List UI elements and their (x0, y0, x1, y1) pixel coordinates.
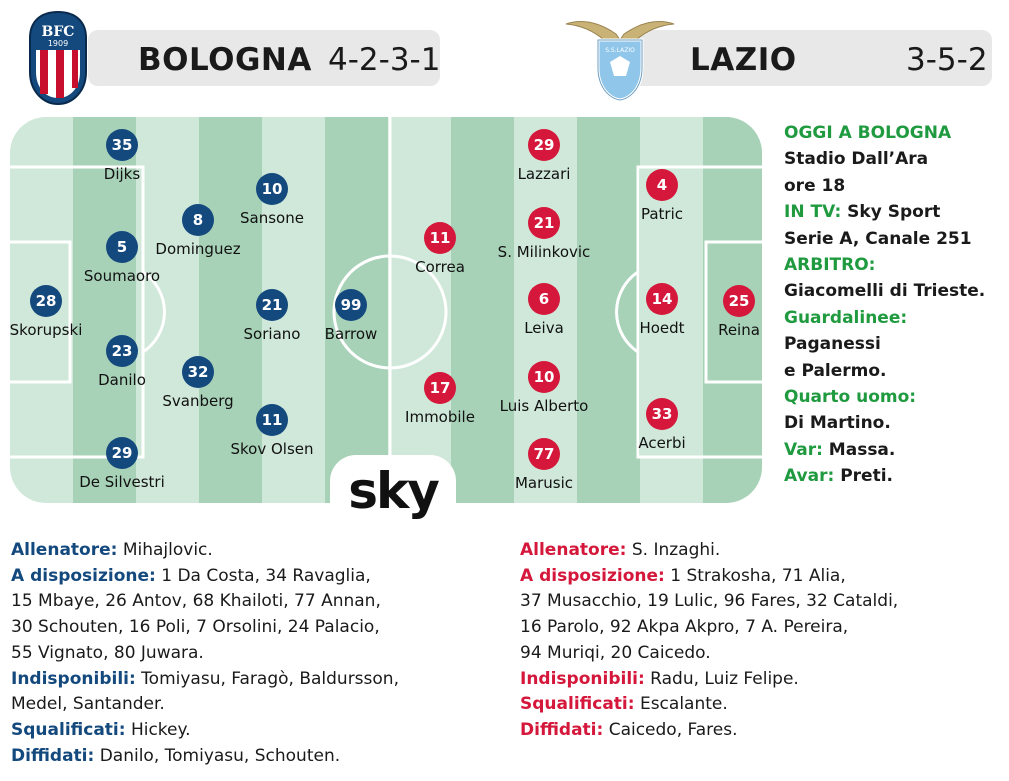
away-unavailable-label: Indisponibili: (520, 668, 645, 689)
lazio-crest-icon (560, 10, 680, 102)
var-official: Massa. (822, 439, 896, 460)
referee: Giacomelli di Trieste. (784, 281, 986, 302)
away-coach: S. Inzaghi. (626, 540, 721, 560)
home-bench-line: 30 Schouten, 16 Poli, 7 Orsolini, 24 Palacio, (11, 617, 380, 638)
away-unavailable: Radu, Luiz Felipe. (644, 668, 799, 689)
away-warned-label: Diffidati: (520, 719, 604, 740)
football-pitch: 35 Dijks 5 Soumaoro 28 Skorupski 23 Danilo 29 De Silvestri 8 Dominguez 32 Svanberg 10 Sansone 21 Soriano 11 Skov Olsen 99 Barrow 29 Lazzari 21 S. Milinkovic 11 Correa 6 Leiva 17 Immobile 10 Luis Alberto 77 Marusic 4 Patric 14 Hoedt 33 Acerbi 25 Reina (8, 115, 764, 505)
linesmen-label: Guardalinee: (784, 307, 908, 328)
away-team-name: LAZIO (690, 42, 797, 78)
linesmen-2: e Palermo. (784, 360, 887, 381)
var-label: Var: (784, 439, 823, 460)
lazio-crest-text: S.S.LAZIO (605, 47, 635, 54)
away-suspended: Escalante. (634, 694, 728, 715)
tv-channel-detail: Serie A, Canale 251 (784, 228, 972, 249)
referee-label: ARBITRO: (784, 255, 876, 276)
away-bench-line: 16 Parolo, 92 Akpa Akpro, 7 A. Pereira, (520, 617, 849, 638)
fourth-official: Di Martino. (784, 413, 891, 434)
bologna-crest-icon (26, 10, 90, 106)
avar-label: Avar: (784, 466, 835, 487)
away-warned: Caicedo, Fares. (603, 719, 738, 740)
away-coach-label: Allenatore: (520, 540, 627, 560)
stadium: Stadio Dall’Ara (784, 149, 929, 170)
away-bench-line: 37 Musacchio, 19 Lulic, 96 Fares, 32 Cataldi, (520, 591, 899, 612)
home-coach-label: Allenatore: (11, 540, 118, 560)
away-bench-label: A disposizione: (520, 565, 665, 586)
away-bench-line: 94 Muriqi, 20 Caicedo. (520, 642, 711, 663)
venue-label: OGGI A BOLOGNA (784, 123, 952, 143)
tv-channel: Sky Sport (841, 202, 941, 223)
home-team-name: BOLOGNA (138, 42, 312, 78)
home-bench-line: 1 Da Costa, 34 Ravaglia, (155, 565, 371, 586)
home-unavailable-label: Indisponibili: (11, 668, 136, 689)
match-info (784, 120, 1006, 490)
home-details (11, 538, 399, 769)
away-suspended-label: Squalificati: (520, 694, 635, 715)
home-warned-label: Diffidati: (11, 745, 95, 766)
sky-logo-text: sky (348, 462, 438, 520)
bologna-crest-year: 1909 (47, 39, 69, 48)
home-unavailable: Tomiyasu, Faragò, Baldursson, (135, 668, 399, 689)
home-suspended-label: Squalificati: (11, 719, 126, 740)
home-unavailable: Medel, Santander. (11, 694, 165, 715)
home-bench-line: 15 Mbaye, 26 Antov, 68 Khailoti, 77 Annan, (11, 591, 381, 612)
tv-label: IN TV: (784, 202, 842, 223)
home-bench-line: 55 Vignato, 80 Juwara. (11, 642, 204, 663)
kickoff-time: ore 18 (784, 175, 846, 196)
home-warned: Danilo, Tomiyasu, Schouten. (94, 745, 341, 766)
away-formation: 3-5-2 (906, 42, 988, 78)
avar-official: Preti. (834, 466, 893, 487)
away-bench-line: 1 Strakosha, 71 Alia, (664, 565, 846, 586)
away-details (520, 538, 898, 744)
home-formation: 4-2-3-1 (328, 42, 441, 78)
home-suspended: Hickey. (125, 719, 191, 740)
linesmen-1: Paganessi (784, 334, 881, 355)
home-bench-label: A disposizione: (11, 565, 156, 586)
home-coach: Mihajlovic. (117, 540, 213, 560)
sky-logo (330, 455, 456, 520)
bologna-crest-text: BFC (41, 24, 75, 40)
fourth-official-label: Quarto uomo: (784, 387, 917, 408)
